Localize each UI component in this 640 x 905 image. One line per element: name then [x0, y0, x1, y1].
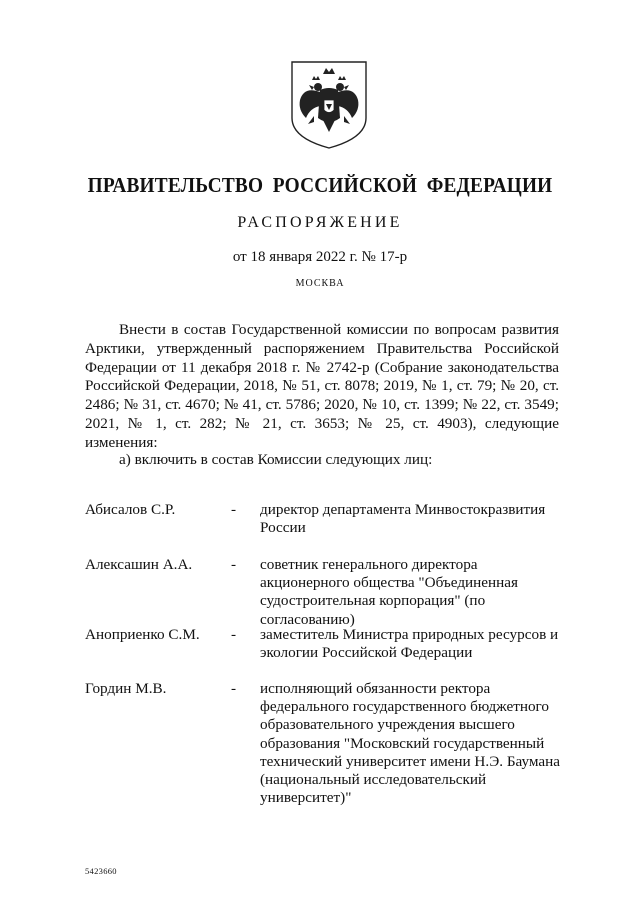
member-role: заместитель Министра природных ресурсов и экологии Российской Федерации	[260, 626, 559, 662]
member-dash: -	[231, 556, 237, 573]
government-title: ПРАВИТЕЛЬСТВО РОССИЙСКОЙ ФЕДЕРАЦИИ	[87, 173, 553, 197]
document-id: 5423660	[85, 866, 117, 876]
member-name: Гордин М.В.	[85, 680, 167, 697]
member-name: Аноприенко С.М.	[85, 626, 200, 643]
member-name: Абисалов С.Р.	[85, 501, 176, 518]
member-role: советник генерального директора акционерного общества "Объединенная судостроительная корпорация" (по согласованию)	[260, 556, 519, 628]
member-dash: -	[231, 501, 237, 518]
intro-paragraph: Внести в состав Государственной комиссии по вопросам развития Арктики, утвержденный распоряжением Правительства Российской Федерации от 11 декабря 2018 г. № 2742-р (Собрание законодательства Российской Федерации, 2018, № 51, ст. 8078; 2019, № 1, ст. 79; № 20, ст. 2486; № 31, ст. 4670; № 41, ст. 5786; 2020, № 10, ст. 1399; № 22, ст. 3549; 2021, № 1, ст. 282; № 21, ст. 3653; № 25, ст. 4903), следующие изменения:	[85, 321, 559, 451]
member-dash: -	[231, 680, 237, 697]
document-type: РАСПОРЯЖЕНИЕ	[237, 214, 403, 231]
document-city: МОСКВА	[295, 278, 345, 289]
coat-of-arms-icon	[290, 60, 368, 150]
member-role: директор департамента Минвостокразвития России	[260, 501, 546, 537]
document-date-number: от 18 января 2022 г. № 17-р	[232, 249, 408, 265]
member-name: Алексашин А.А.	[85, 556, 193, 573]
member-dash: -	[231, 626, 237, 643]
member-role: исполняющий обязанности ректора федерального государственного бюджетного образовательного учреждения высшего образования "Московский государственный технический университет имени Н.Э. Баумана (национальный исследовательский университет)"	[260, 680, 561, 807]
subitem-a: а) включить в состав Комиссии следующих лиц:	[119, 451, 433, 468]
